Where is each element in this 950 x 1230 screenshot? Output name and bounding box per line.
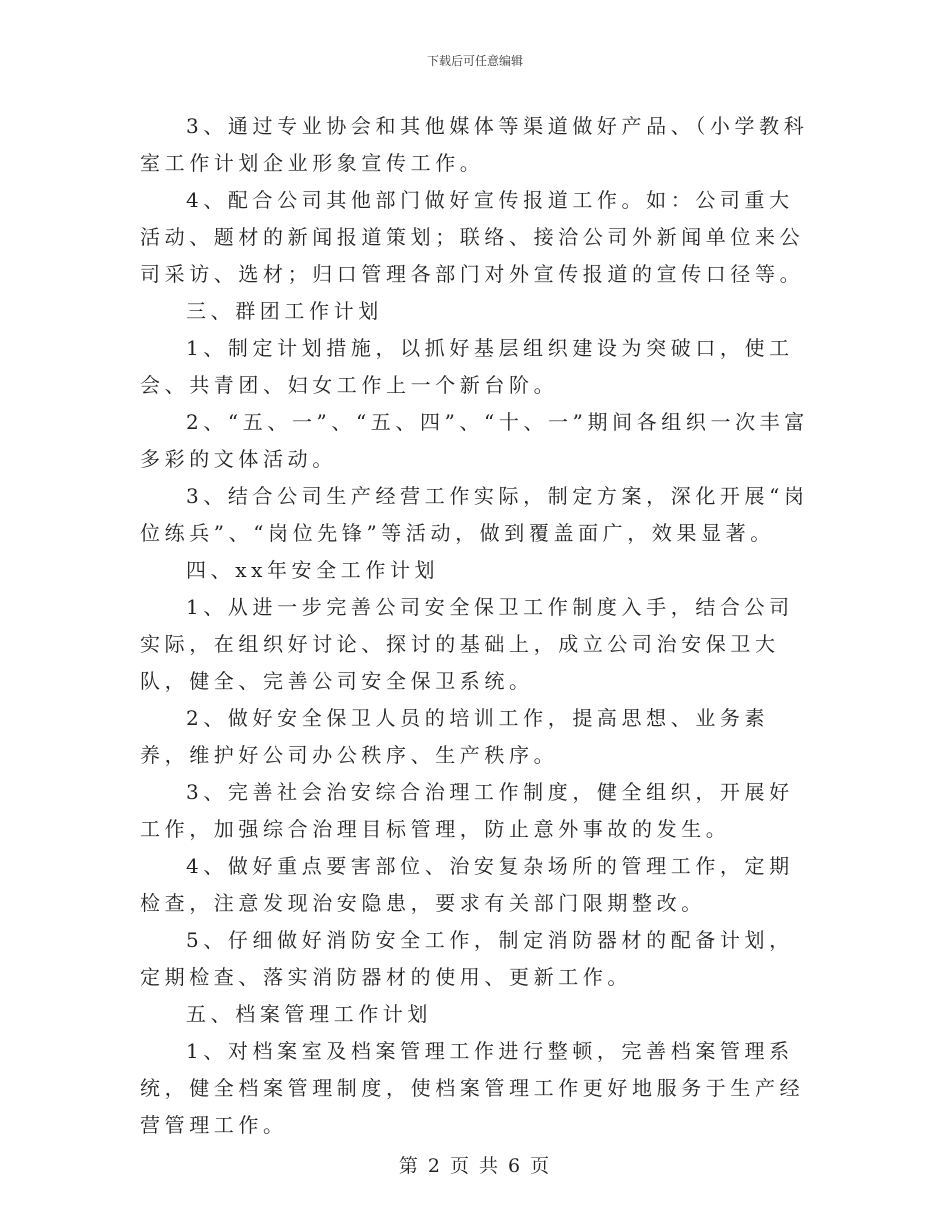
section-heading-group-work: 三、群团工作计划 [186,299,383,323]
paragraph-group-1: 1、制定计划措施，以抓好基层组织建设为突破口，使工会、共青团、妇女工作上一个新台阶。 [140,336,794,397]
paragraph-publicity-4: 4、配合公司其他部门做好宣传报道工作。如：公司重大活动、题材的新闻报道策划；联络、接洽公司外新闻单位来公司采访、选材；归口管理各部门对外宣传报道的宣传口径等。 [140,188,805,286]
paragraph-group-3: 3、结合公司生产经营工作实际，制定方案，深化开展“岗位练兵”、“岗位先锋”等活动，做到覆盖面广，效果显著。 [140,484,809,545]
paragraph-archives-1: 1、对档案室及档案管理工作进行整顿，完善档案管理系统，健全档案管理制度，使档案管理工作更好地服务于生产经营管理工作。 [140,1039,805,1137]
paragraph-safety-2: 2、做好安全保卫人员的培训工作，提高思想、业务素养，维护好公司办公秩序、生产秩序。 [140,706,770,767]
paragraph-safety-1: 1、从进一步完善公司安全保卫工作制度入手，结合公司实际，在组织好讨论、探讨的基础上，成立公司治安保卫大队，健全、完善公司安全保卫系统。 [140,595,794,693]
paragraph-safety-4: 4、做好重点要害部位、治安复杂场所的管理工作，定期检查，注意发现治安隐患，要求有关部门限期整改。 [140,854,794,915]
paragraph-safety-3: 3、完善社会治安综合治理工作制度，健全组织，开展好工作，加强综合治理目标管理，防止意外事故的发生。 [140,780,794,841]
document-body [140,108,812,1144]
paragraph-group-2: 2、“五、一”、“五、四”、“十、一”期间各组织一次丰富多彩的文体活动。 [140,410,809,471]
page-footer: 第 2 页 共 6 页 [398,1155,552,1177]
section-heading-archives: 五、档案管理工作计划 [186,1002,432,1026]
page-header: 下载后可任意编辑 [426,54,523,68]
paragraph-publicity-3: 3、通过专业协会和其他媒体等渠道做好产品、（小学教科室工作计划企业形象宣传工作。 [140,114,809,175]
section-heading-safety: 四、xx年安全工作计划 [186,558,440,582]
paragraph-safety-5: 5、仔细做好消防安全工作，制定消防器材的配备计划，定期检查、落实消防器材的使用、更新工作。 [140,928,794,989]
